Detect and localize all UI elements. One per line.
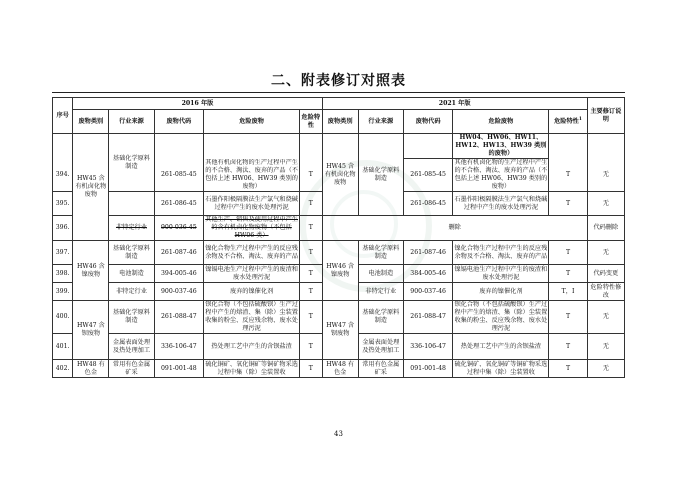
waste-398: 镍镉电池生产过程中产生的废渣和废水处理污泥 [205,265,298,281]
seq-400: 400. [53,301,73,334]
hazard-401-2021: T [549,334,587,360]
header-hazard-2021: 危险特性$^1$ [549,110,587,134]
note-396: 代码删除 [587,216,624,241]
header-hazard: 危险特性 [300,110,323,134]
hazard-398: T [300,265,323,283]
industry-401-2021: 金属表面处理及热处理加工 [358,334,403,360]
revision-table [52,97,625,378]
title-rule [52,92,625,93]
note-397: 无 [587,241,624,265]
hazard-402: T [300,360,323,378]
note-402: 无 [587,360,624,378]
code-397-2021: 261-087-46 [403,241,453,265]
code-398: 394-005-46 [154,265,204,283]
waste-397-2021: 镍化合物生产过程中产生的反应残余物及不合格、淘汰、废弃的产品 [453,241,549,265]
seq-402: 402. [53,360,73,378]
industry-399-2021: 非特定行业 [358,283,403,301]
header-waste: 危险废物 [204,110,300,134]
code-394: 261-085-45 [154,159,204,192]
code-395-2021: 261-086-45 [403,192,453,216]
header-category-2021: 废物类别 [322,110,358,134]
industry-398: 电池制造 [109,265,154,283]
seq-395: 395. [53,192,73,216]
industry-402: 常用有色金属矿采 [109,360,154,378]
waste-402: 硫化铜矿、氧化铜矿等铜矿物采选过程中集（除）尘装置收 [205,360,298,376]
industry-basic-chem: 基础化学原料制造 [109,134,154,192]
code-400: 261-088-47 [154,301,204,334]
code-399-2021: 900-037-46 [403,283,453,301]
industry-basic-chem-2021: 基础化学原料制造 [358,134,403,216]
code-402-2021: 091-001-48 [403,360,453,378]
code-396: 900-036-45 [154,216,204,241]
waste-401-2021: 热处理工艺中产生的含钡盐渣 [453,334,549,360]
code-401: 336-106-47 [154,334,204,360]
hazard-395-2021: T [549,192,587,216]
category-hw47: HW47 含钡废物 [73,301,109,360]
industry-399: 非特定行业 [109,283,154,301]
header-main-revision: 主要修订说明 [587,98,624,134]
hazard-395: T [300,192,323,216]
seq-396: 396. [53,216,73,241]
code-397: 261-087-46 [154,241,204,265]
category-hw48: HW48 有色金 [73,360,109,378]
category-hw46: HW46 含镍废物 [73,241,109,301]
waste-399: 废弃的镍催化剂 [204,283,300,301]
header-2016: 2016 年版 [73,98,322,110]
category-hw45: HW45 含有机卤化物废物 [73,134,109,241]
category-hw46-2021: HW46 含镍废物 [322,241,358,301]
waste-394: 其他有机卤化物的生产过程中产生的不合格、淘汰、废弃的产品（不包括上述 HW06、HW39 类别的废物） [205,158,298,190]
hazard-399: T [300,283,323,301]
code-395: 261-086-45 [154,192,204,216]
page-number: 43 [334,430,343,438]
code-394-2021: 261-085-45 [403,159,453,192]
industry-400-2021: 基础化学原料制造 [358,301,403,334]
hazard-400-2021: T [549,301,587,334]
waste-400: 钡化合物（不包括硫酸钡）生产过程中产生的熔渣、集（除）尘装置收集的粉尘、反应残余物、废水处理污泥 [205,301,298,332]
note-398: 代码变更 [587,265,624,283]
hazard-398-2021: T [549,265,587,283]
industry-398-2021: 电池制造 [358,265,403,283]
industry-397: 基础化学原料制造 [109,241,154,265]
header-industry-2021: 行业来源 [358,110,403,134]
header-industry: 行业来源 [109,110,154,134]
waste-398-2021: 镍镉电池生产过程中产生的废渣和废水处理污泥 [454,265,548,281]
waste-401: 热处理工艺中产生的含钡盐渣 [204,334,300,360]
seq-398: 398. [53,265,73,283]
industry-401: 金属表面处理及热处理加工 [109,334,154,360]
hazard-399-2021: T，I [549,283,587,301]
waste-395-2021: 石墨作阳极隔膜法生产氯气和烧碱过程中产生的废水处理污泥 [453,192,549,216]
industry-402-2021: 常用有色金属矿采 [358,360,403,378]
note-395: 无 [587,192,624,216]
header-2021: 2021 年版 [322,98,587,110]
industry-basic-chem-395 [109,192,154,216]
note-400: 无 [587,301,624,334]
code-402: 091-001-48 [154,360,204,378]
category-hw47-2021: HW47 含钡废物 [322,301,358,360]
deleted-396: 删除 [322,216,587,241]
waste-continuation-2021: HW04、HW06、HW11、HW12、HW13、HW39 类别的废物） [453,134,549,159]
industry-396: 非特定行业 [109,216,154,241]
note-401: 无 [587,334,624,360]
hazard-401: T [300,334,323,360]
header-code-2021: 废物代码 [403,110,453,134]
industry-400: 基础化学原料制造 [109,301,154,334]
waste-396: 其他生产、销售及使用过程中产生的含有机卤化物废物（不包括 HW06 类） [205,216,298,239]
category-hw45-2021: HW45 含有机卤化物废物 [322,134,358,216]
waste-394-2021: 其他有机卤化物的生产过程中产生的不合格、淘汰、废弃的产品（不包括上述 HW06、HW39 类别的废物） [454,159,548,190]
waste-400-2021: 钡化合物（不包括硫酸钡）生产过程中产生的熔渣、集（除）尘装置收集的粉尘、反应残余物、废水处理污泥 [454,301,548,332]
note-399: 危险特性修改 [587,283,624,301]
category-hw48-2021: HW48 有色金 [322,360,358,378]
seq-399: 399. [53,283,73,301]
hazard-394-2021: T [549,159,587,192]
waste-395: 石墨作阳极隔膜法生产氯气和烧碱过程中产生的废水处理污泥 [204,192,300,216]
hazard-397: T [300,241,323,265]
page-title: 二、附表修订对照表 [271,73,406,89]
waste-397: 镍化合物生产过程中产生的反应残余物及不合格、淘汰、废弃的产品 [204,241,300,265]
hazard-400: T [300,301,323,334]
header-category: 废物类别 [73,110,109,134]
code-400-2021: 261-088-47 [403,301,453,334]
header-waste-2021: 危险废物 [453,110,549,134]
waste-399-2021: 废弃的镍催化剂 [453,283,549,301]
hazard-397-2021: T [549,241,587,265]
hazard-396: T [300,216,323,241]
seq-394: 394. [53,159,73,192]
industry-397-2021: 基础化学原料制造 [358,241,403,265]
header-seq: 序号 [53,98,73,134]
note-394: 无 [587,159,624,192]
seq-401: 401. [53,334,73,360]
code-398-2021: 384-005-46 [403,265,453,283]
waste-402-2021: 硫化铜矿、氧化铜矿等铜矿物采选过程中集（除）尘装置收 [454,360,548,376]
code-399: 900-037-46 [154,283,204,301]
seq-397: 397. [53,241,73,265]
header-code: 废物代码 [154,110,204,134]
hazard-394: T [300,159,323,192]
code-401-2021: 336-106-47 [403,334,453,360]
hazard-402-2021: T [549,360,587,378]
